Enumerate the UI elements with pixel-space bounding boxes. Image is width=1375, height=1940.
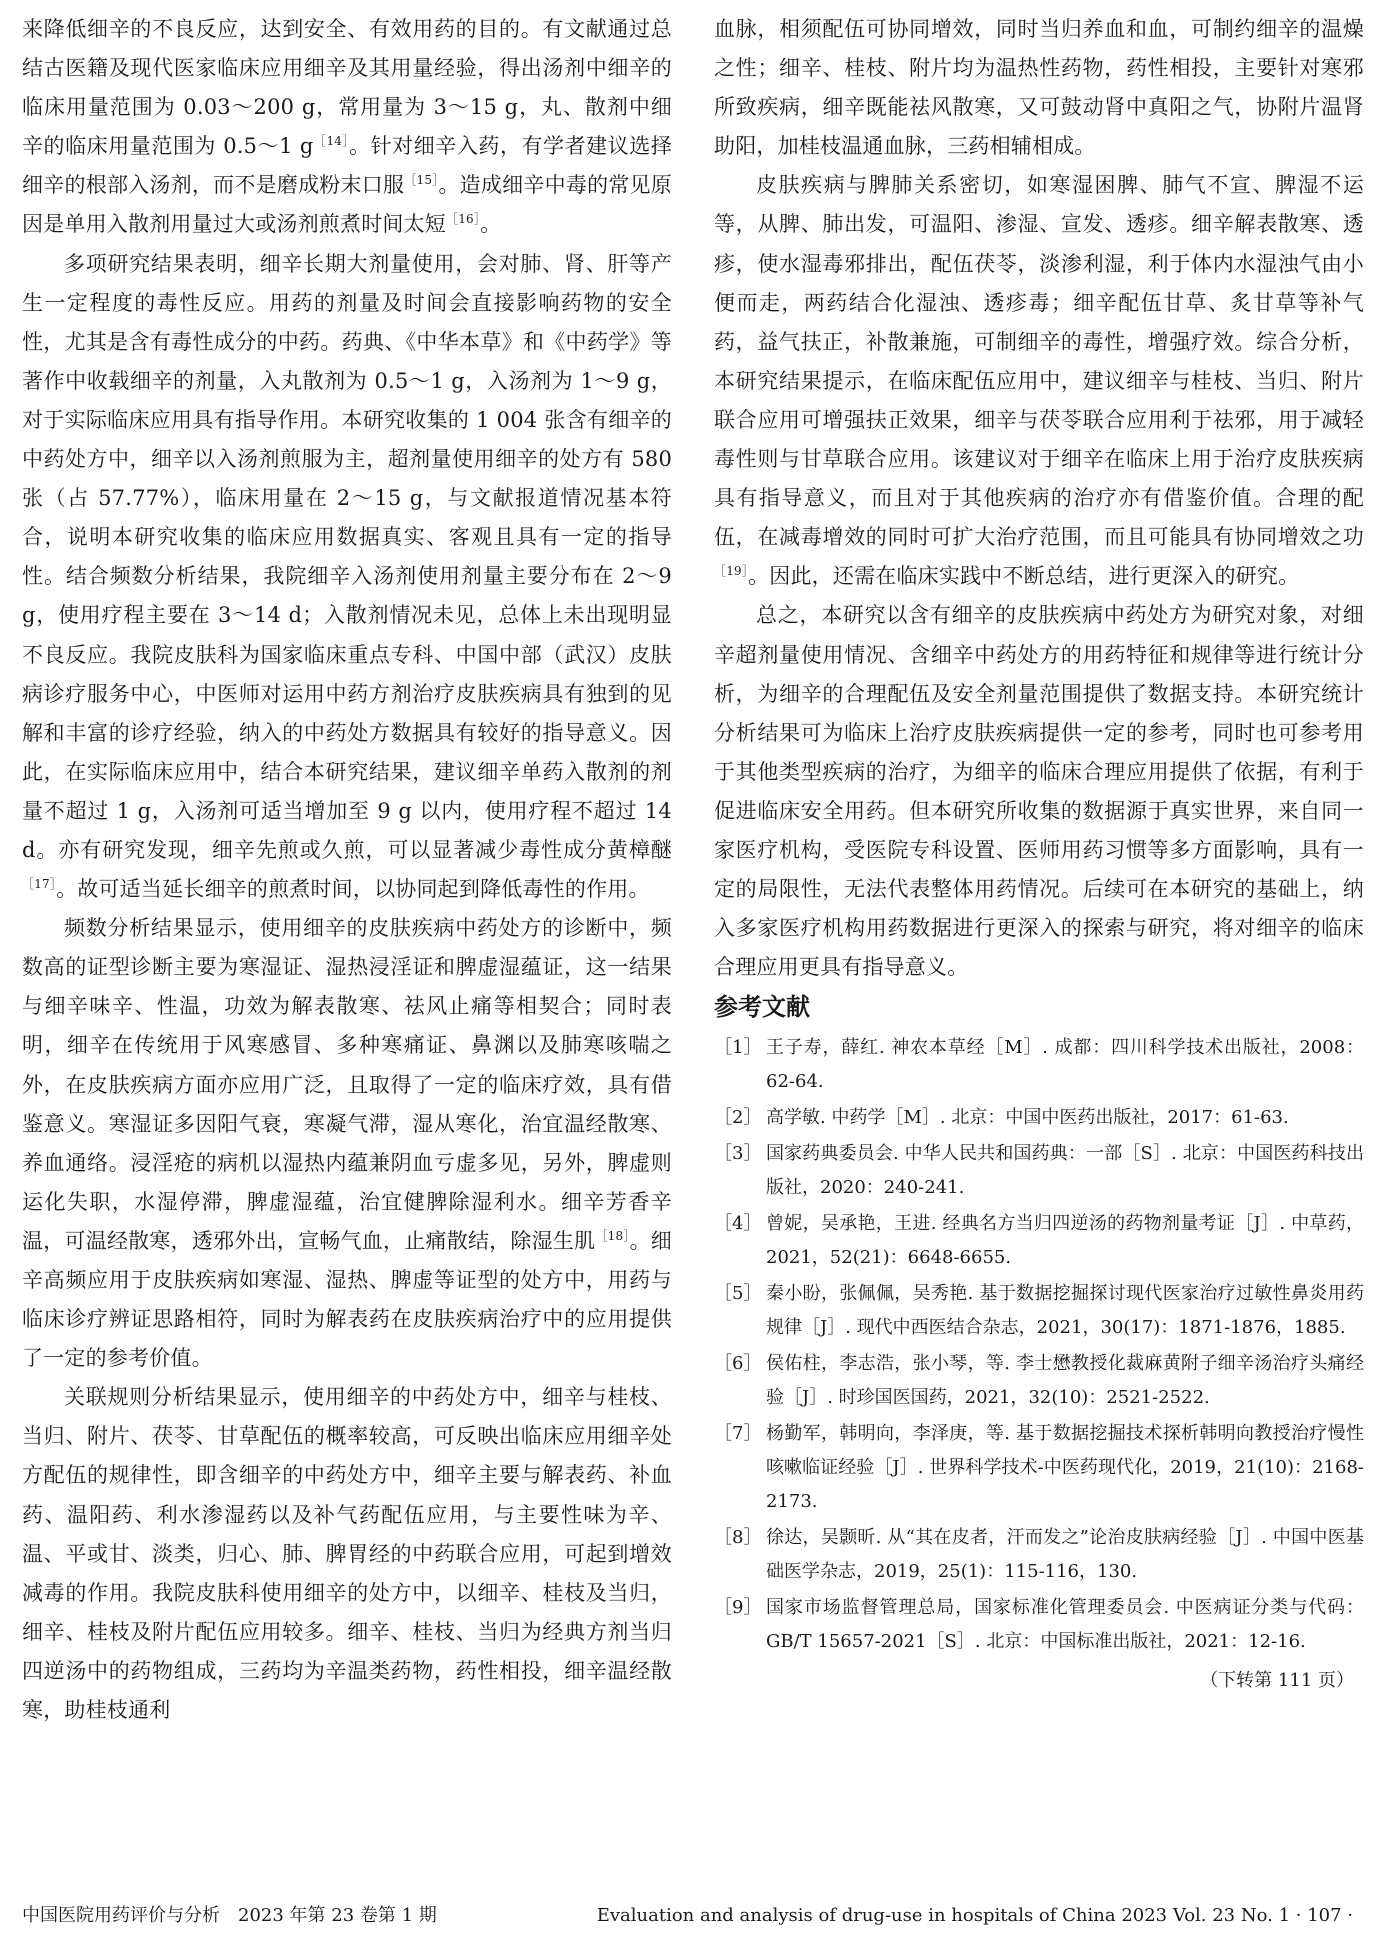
text-segment: 血脉，相须配伍可协同增效，同时当归养血和血，可制约细辛的温燥之性；细辛、桂枝、附片均为温热性药物，药性相投，主要针对寒邪所致疾病，细辛既能祛风散寒，又可鼓动肾中真阳之气，协附片温肾助阳，加桂枝温通血脉，三药相辅相成。 <box>714 17 1364 159</box>
citation-superscript: ［19］ <box>714 564 749 579</box>
text-segment: 。造成细辛中毒的常见原因是单用入散剂用量过大或汤剂煎煮时间太短 <box>22 173 672 237</box>
reference-number: ［1］ <box>714 1037 762 1059</box>
continued-note: （下转第 111 页） <box>1200 1670 1354 1692</box>
reference-text: 国家药典委员会. 中华人民共和国药典：一部［S］. 北京：中国医药科技出版社，2020：240-241. <box>766 1143 1364 1199</box>
reference-text: 高学敏. 中药学［M］. 北京：中国中医药出版社，2017：61-63. <box>766 1107 1289 1129</box>
reference-text: 徐达，吴颢昕. 从“其在皮者，汗而发之”论治皮肤病经验［J］. 中国中医基础医学杂志，2019，25(1)：115-116，130. <box>766 1527 1364 1583</box>
citation-superscript: ［17］ <box>22 877 57 892</box>
footer-journal-cn: 中国医院用药评价与分析 2023 年第 23 卷第 1 期 <box>22 1905 437 1926</box>
reference-text: 侯佑柱，李志浩，张小琴，等. 李士懋教授化裁麻黄附子细辛汤治疗头痛经验［J］. 时珍国医国药，2021，32(10)：2521-2522. <box>766 1353 1364 1409</box>
paragraph <box>22 245 672 910</box>
reference-number: ［4］ <box>714 1213 762 1235</box>
text-segment: 来降低细辛的不良反应，达到安全、有效用药的目的。有文献通过总结古医籍及现代医家临床应用细辛及其用量经验，得出汤剂中细辛的临床用量范围为 0.03～200 g，常用量为 3～15 g，丸、散剂中细辛的临床用量范围为 0.5～1 g <box>22 17 672 159</box>
journal-page <box>22 10 1364 1900</box>
reference-number: ［3］ <box>714 1143 762 1165</box>
reference-text: 国家市场监督管理总局，国家标准化管理委员会. 中医病证分类与代码：GB/T 15657-2021［S］. 北京：中国标准出版社，2021：12-16. <box>766 1597 1364 1653</box>
text-segment: 多项研究结果表明，细辛长期大剂量使用，会对肺、肾、肝等产生一定程度的毒性反应。用药的剂量及时间会直接影响药物的安全性，尤其是含有毒性成分的中药。药典、《中华本草》和《中药学》等著作中收载细辛的剂量，入丸散剂为 0.5～1 g，入汤剂为 1～9 g，对于实际临床应用具有指导作用。本研究收集的 1 004 张含有细辛的中药处方中，细辛以入汤剂煎服为主，超剂量使用细辛的处方有 580 张（占 57.77%），临床用量在 2～15 g，与文献报道情况基本符合，说明本研究收集的临床应用数据真实、客观且具有一定的指导性。结合频数分析结果，我院细辛入汤剂使用剂量主要分布在 2～9 g，使用疗程主要在 3～14 d；入散剂情况未见，总体上未出现明显不良反应。我院皮肤科为国家临床重点专科、中国中部（武汉）皮肤病诊疗服务中心，中医师对运用中药方剂治疗皮肤疾病具有独到的见解和丰富的诊疗经验，纳入的中药处方数据具有较好的指导意义。因此，在实际临床应用中，结合本研究结果，建议细辛单药入散剂的剂量不超过 1 g，入汤剂可适当增加至 9 g 以内，使用疗程不超过 14 d。亦有研究发现，细辛先煎或久煎，可以显著减少毒性成分黄樟醚 <box>22 251 672 862</box>
reference-item <box>714 1031 1364 1099</box>
reference-item <box>714 1207 1364 1275</box>
reference-item <box>714 1521 1364 1589</box>
text-segment: 。 <box>480 212 502 237</box>
right-body-text <box>714 10 1364 987</box>
citation-superscript: ［18］ <box>595 1228 630 1243</box>
citation-superscript: ［16］ <box>446 212 481 227</box>
reference-number: ［9］ <box>714 1597 762 1619</box>
reference-number: ［7］ <box>714 1423 762 1445</box>
text-segment: 。细辛高频应用于皮肤疾病如寒湿、湿热、脾虚等证型的处方中，用药与临床诊疗辨证思路相符，同时为解表药在皮肤疾病治疗中的应用提供了一定的参考价值。 <box>22 1228 672 1371</box>
paragraph <box>22 1378 672 1730</box>
reference-item <box>714 1277 1364 1345</box>
text-segment: 。故可适当延长细辛的煎煮时间，以协同起到降低毒性的作用。 <box>56 877 650 902</box>
footer-journal-en: Evaluation and analysis of drug-use in hospitals of China 2023 Vol. 23 No. 1 · 107 · <box>596 1905 1353 1926</box>
reference-item <box>714 1137 1364 1205</box>
reference-text: 秦小盼，张佩佩，吴秀艳. 基于数据挖掘探讨现代医家治疗过敏性鼻炎用药规律［J］. 现代中西医结合杂志，2021，30(17)：1871-1876，1885. <box>766 1283 1364 1339</box>
reference-list <box>714 1031 1364 1659</box>
text-segment: 关联规则分析结果显示，使用细辛的中药处方中，细辛与桂枝、当归、附片、茯苓、甘草配伍的概率较高，可反映出临床应用细辛处方配伍的规律性，即含细辛的中药处方中，细辛主要与解表药、补血药、温阳药、利水渗湿药以及补气药配伍应用，与主要性味为辛、温、平或甘、淡类，归心、肺、脾胃经的中药联合应用，可起到增效减毒的作用。我院皮肤科使用细辛的处方中，以细辛、桂枝及当归，细辛、桂枝及附片配伍应用较多。细辛、桂枝、当归为经典方剂当归四逆汤中的药物组成，三药均为辛温类药物，药性相投，细辛温经散寒，助桂枝通利 <box>22 1385 672 1723</box>
reference-number: ［2］ <box>714 1107 762 1129</box>
reference-item <box>714 1417 1364 1519</box>
reference-item <box>714 1101 1364 1135</box>
reference-number: ［8］ <box>714 1527 762 1549</box>
text-segment: 。因此，还需在临床实践中不断总结，进行更深入的研究。 <box>748 564 1300 589</box>
citation-superscript: ［15］ <box>404 173 439 188</box>
page-footer <box>22 1902 1353 1930</box>
paragraph <box>714 10 1364 166</box>
reference-text: 曾妮，吴承艳，王进. 经典名方当归四逆汤的药物剂量考证［J］. 中草药，2021，52(21)：6648-6655. <box>766 1213 1364 1269</box>
reference-text: 王子寿，薛红. 神农本草经［M］. 成都：四川科学技术出版社，2008：62-64. <box>766 1037 1364 1093</box>
paragraph <box>714 596 1364 987</box>
text-segment: 频数分析结果显示，使用细辛的皮肤疾病中药处方的诊断中，频数高的证型诊断主要为寒湿证、湿热浸淫证和脾虚湿蕴证，这一结果与细辛味辛、性温，功效为解表散寒、祛风止痛等相契合；同时表明，细辛在传统用于风寒感冒、多种寒痛证、鼻渊以及肺寒咳喘之外，在皮肤疾病方面亦应用广泛，且取得了一定的临床疗效，具有借鉴意义。寒湿证多因阳气衰，寒凝气滞，湿从寒化，治宜温经散寒、养血通络。浸淫疮的病机以湿热内蕴兼阴血亏虚多见，另外，脾虚则运化失职，水湿停滞，脾虚湿蕴，治宜健脾除湿利水。细辛芳香辛温，可温经散寒，透邪外出，宣畅气血，止痛散结，除湿生肌 <box>22 916 672 1253</box>
left-column <box>22 10 672 1730</box>
right-column <box>714 10 1364 1697</box>
text-segment: 。针对细辛入药，有学者建议选择细辛的根部入汤剂，而不是磨成粉末口服 <box>22 134 673 198</box>
paragraph <box>714 166 1364 596</box>
paragraph <box>22 909 672 1378</box>
reference-number: ［6］ <box>714 1353 762 1375</box>
paragraph <box>22 10 672 245</box>
references-heading: 参考文献 <box>714 993 810 1022</box>
text-segment: 总之，本研究以含有细辛的皮肤疾病中药处方为研究对象，对细辛超剂量使用情况、含细辛中药处方的用药特征和规律等进行统计分析，为细辛的合理配伍及安全剂量范围提供了数据支持。本研究统计分析结果可为临床上治疗皮肤疾病提供一定的参考，同时也可参考用于其他类型疾病的治疗，为细辛的临床合理应用提供了依据，有利于促进临床安全用药。但本研究所收集的数据源于真实世界，来自同一家医疗机构，受医院专科设置、医师用药习惯等多方面影响，具有一定的局限性，无法代表整体用药情况。后续可在本研究的基础上，纳入多家医疗机构用药数据进行更深入的探索与研究，将对细辛的临床合理应用更具有指导意义。 <box>714 603 1364 980</box>
reference-text: 杨勤军，韩明向，李泽庚，等. 基于数据挖掘技术探析韩明向教授治疗慢性咳嗽临证经验［J］. 世界科学技术-中医药现代化，2019，21(10)：2168-2173. <box>766 1423 1364 1513</box>
reference-number: ［5］ <box>714 1283 762 1305</box>
citation-superscript: ［14］ <box>313 134 350 149</box>
text-segment: 皮肤疾病与脾肺关系密切，如寒湿困脾、肺气不宣、脾湿不运等，从脾、肺出发，可温阳、渗湿、宣发、透疹。细辛解表散寒、透疹，使水湿毒邪排出，配伍茯苓，淡渗利湿，利于体内水湿浊气由小便而走，两药结合化湿浊、透疹毒；细辛配伍甘草、炙甘草等补气药，益气扶正，补散兼施，可制细辛的毒性，增强疗效。综合分析，本研究结果提示，在临床配伍应用中，建议细辛与桂枝、当归、附片联合应用可增强扶正效果，细辛与茯苓联合应用利于祛邪，用于减轻毒性则与甘草联合应用。该建议对于细辛在临床上用于治疗皮肤疾病具有指导意义，而且对于其他疾病的治疗亦有借鉴价值。合理的配伍，在减毒增效的同时可扩大治疗范围，而且可能具有协同增效之功 <box>714 173 1364 550</box>
reference-item <box>714 1347 1364 1415</box>
reference-item <box>714 1591 1364 1659</box>
